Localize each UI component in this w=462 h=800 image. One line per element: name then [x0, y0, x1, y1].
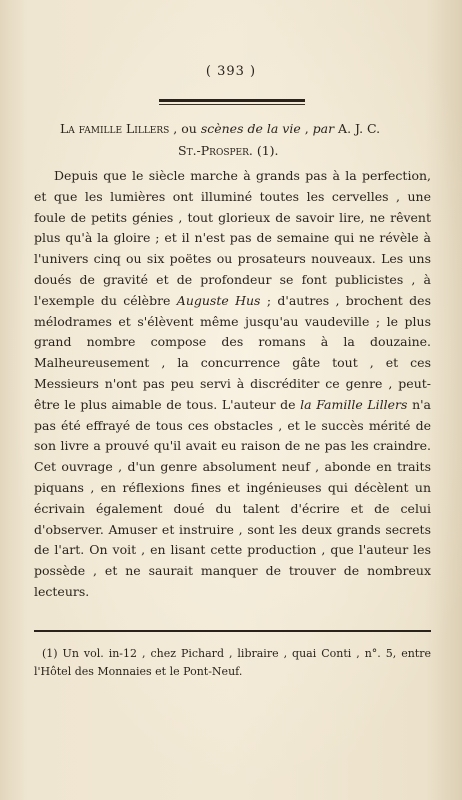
body-text-1: Depuis que le siècle marche à grands pas à la perfection, et que les lumières ont illuminé toutes les cervelles , une foule de petits génies , tout glorieux de savoir lire, ne rêvent plus qu'à la gloire ; et il n'est pas de semaine qui ne révèle à l'univers cinq ou six poëtes ou prosateurs nouveaux. Les uns doués de gravité et de profondeur se font publicistes , à l'exemple du célèbre	[34, 168, 431, 308]
title-subtitle: scènes de la vie	[200, 121, 301, 136]
review-title	[60, 118, 400, 162]
footnote-text: (1) Un vol. in-12 , chez Pichard , libraire , quai Conti , n°. 5, entre l'Hôtel des Monnaies et le Pont-Neuf.	[34, 647, 431, 678]
title-sep: , ou	[169, 121, 201, 136]
review-paragraph	[34, 166, 431, 603]
title-sep2: ,	[300, 121, 313, 136]
footnote	[34, 645, 431, 681]
body-italic-famille-lillers: la Famille Lillers	[300, 396, 408, 412]
page-number: ( 393 )	[205, 64, 257, 79]
body-text-2: ; d'autres , brochent des mélodrames et s'élèvent même jusqu'au vaudeville ; le plus grand nombre compose des romans à la douzaine. Malheureusement , la concurrence gâte tout , et ces Messieurs n'ont pas peu servi à discréditer ce genre , peut-être le plus aimable de tous. L'auteur de	[34, 292, 431, 412]
title-par: par	[312, 121, 335, 136]
title-author-initials: A. J. C.	[334, 121, 381, 136]
title-work: La famille Lillers	[60, 121, 170, 136]
title-line-2	[60, 140, 400, 162]
header-rule	[159, 99, 305, 102]
title-footnote-ref: (1).	[252, 143, 279, 158]
review-body	[34, 166, 431, 603]
footnote-rule	[34, 630, 431, 632]
body-text-3: n'a pas été effrayé de tous ces obstacles , et le succès mérité de son livre a prouvé qu'il avait eu raison de ne pas les craindre. Cet ouvrage , d'un genre absolument neuf , abonde en traits piquans , en réflexions fines et ingénieuses qui décèlent un écrivain également doué du talent d'écrire et de celui d'observer. Amuser et instruire , sont les deux grands secrets de l'art. On voit , en lisant cette production , que l'auteur les possède , et ne saurait manquer de trouver de nombreux lecteurs.	[34, 396, 432, 599]
body-italic-auguste-hus: Auguste Hus	[176, 292, 261, 308]
title-author-name: St.-Prosper.	[178, 143, 253, 158]
